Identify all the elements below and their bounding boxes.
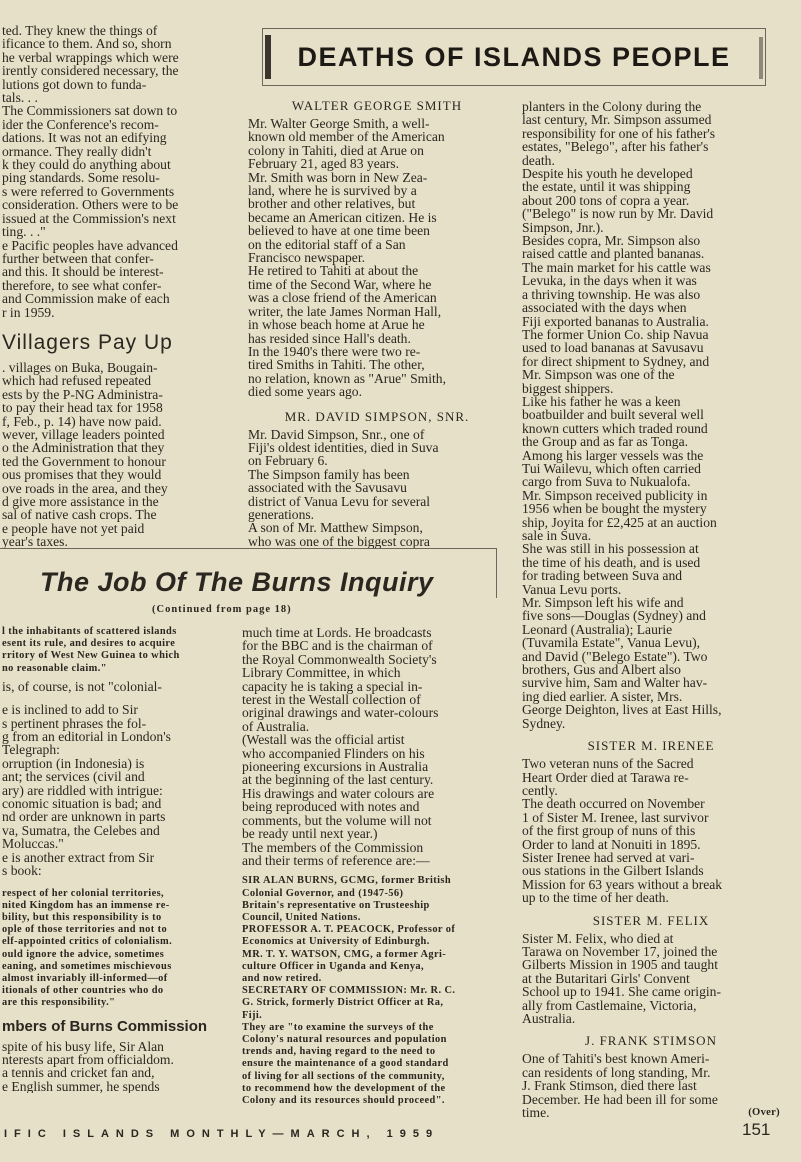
text-line: Besides copra, Mr. Simpson also	[522, 233, 701, 249]
burns-left-column	[2, 626, 234, 1093]
text-line: Among his larger vessels was the	[522, 447, 704, 463]
text-line: s pertinent phrases the fol-	[2, 715, 147, 731]
stimson-heading: J. FRANK STIMSON	[585, 1033, 717, 1049]
text-line: Order to land at Nonuiti in 1895.	[522, 836, 701, 852]
text-line: Levuka, in the days when it was	[522, 273, 697, 289]
text-line: Francisco newspaper.	[248, 250, 366, 266]
text-line: va, Sumatra, the Celebes and	[2, 822, 160, 838]
text-line: ant; the services (civil and	[2, 769, 145, 785]
text-line: The members of the Commission	[242, 839, 424, 855]
text-line: and Commission make of each	[2, 291, 170, 307]
masthead-bar-right	[759, 37, 763, 79]
text-line: He retired to Tahiti at about the	[248, 263, 419, 279]
article-text-villagers	[2, 361, 228, 549]
text-line: colony in Tahiti, died at Arue on	[248, 142, 424, 158]
villagers-heading: Villagers Pay Up	[2, 330, 173, 354]
members-heading: mbers of Burns Commission	[2, 1017, 208, 1035]
section-title: DEATHS OF ISLANDS PEOPLE	[297, 41, 731, 72]
text-line: year's taxes.	[2, 534, 68, 549]
text-line: e is inclined to add to Sir	[2, 702, 138, 718]
text-line: and this. It should be interest-	[2, 264, 164, 280]
text-line: wever, village leaders pointed	[2, 426, 165, 442]
text-line: the estate, until it was shipping	[522, 179, 691, 195]
text-line: G. Strick, formerly District Officer at Ra,	[242, 997, 444, 1009]
text-line: brothers, Gus and Albert also	[522, 662, 681, 678]
text-line: and now retired.	[242, 972, 322, 984]
text-line: who accompanied Flinders on his	[242, 745, 425, 761]
text-line: r in 1959.	[2, 304, 55, 320]
text-line: s book:	[2, 863, 42, 879]
text-line: to pay their head tax for 1958	[2, 400, 163, 416]
text-line: His drawings and water colours are	[242, 785, 435, 801]
text-line: spite of his busy life, Sir Alan	[2, 1038, 164, 1054]
text-line: survive him, Sam and Walter hav-	[522, 675, 708, 691]
text-line: was a close friend of the American	[248, 290, 437, 306]
text-line: Like his father he was a keen	[522, 393, 681, 409]
text-line: conomic situation is bad; and	[2, 796, 162, 812]
text-line: The former Union Co. ship Navua	[522, 326, 709, 342]
article-text-david	[248, 428, 506, 549]
text-line: Australia.	[522, 1011, 576, 1026]
walter-smith-heading: WALTER GEORGE SMITH	[291, 98, 463, 113]
text-line: February 21, aged 83 years.	[248, 156, 399, 172]
text-line: original drawings and water-colours	[242, 705, 439, 721]
text-line: raised cattle and planted bananas.	[522, 246, 705, 262]
text-line: nterests apart from officialdom.	[2, 1051, 174, 1067]
text-line: who was one of the biggest copra	[248, 533, 430, 549]
text-line: used to load bananas at Savusavu	[522, 340, 704, 356]
text-line: writer, the late James Norman Hall,	[248, 303, 442, 319]
text-line: rritory of West New Guinea to which	[2, 650, 180, 662]
text-line: In the 1940's there were two re-	[248, 343, 421, 359]
text-line: Library Committee, in which	[242, 665, 401, 681]
text-line: Colony and its resources should proceed".	[242, 1094, 445, 1106]
article-text-conference	[2, 24, 228, 319]
text-line: in whose beach home at Arue he	[248, 317, 425, 333]
text-line: responsibility for one of his father's	[522, 125, 716, 141]
text-line: Fiji's oldest identities, died in Suva	[248, 439, 439, 455]
text-line: Economics at University of Edinburgh.	[242, 936, 430, 948]
text-line: tired Smiths in Tahiti. The other,	[248, 357, 425, 373]
text-line: ificance to them. And so, shorn	[2, 36, 172, 52]
text-line: consideration. Others were to be	[2, 197, 179, 213]
burns-inquiry-title-box	[0, 548, 497, 598]
text-line: and David ("Belego Estate"). Two	[522, 648, 708, 664]
irenee-heading: SISTER M. IRENEE	[587, 738, 715, 754]
text-line: the Royal Commonwealth Society's	[242, 651, 437, 667]
text-line: December. He had been ill for some	[522, 1091, 718, 1107]
text-line: cently.	[522, 782, 558, 798]
text-line: planters in the Colony during the	[522, 100, 702, 114]
text-line: death.	[522, 152, 555, 168]
middle-column-deaths	[248, 94, 506, 548]
text-line: ous promises that they would	[2, 467, 162, 483]
text-line: . villages on Buka, Bougain-	[2, 359, 158, 375]
text-line: generations.	[248, 506, 315, 522]
continued-note: (Continued from page 18)	[152, 604, 292, 615]
text-line: Tui Wailevu, which often carried	[522, 460, 701, 476]
text-line: Colony's natural resources and population	[242, 1033, 447, 1045]
text-line: ted the Government to honour	[2, 453, 166, 469]
text-line: f, Feb., p. 14) have now paid.	[2, 413, 162, 429]
text-line: and their terms of reference are:—	[242, 852, 430, 868]
text-line: Britain's representative on Trusteeship	[242, 899, 430, 911]
text-line: The death occurred on November	[522, 796, 705, 812]
left-column-top	[2, 24, 228, 549]
text-line: Tarawa on November 17, joined the	[522, 943, 718, 959]
text-line: ping standards. Some resolu-	[2, 170, 160, 186]
felix-heading: SISTER M. FELIX	[592, 912, 710, 928]
text-line: ary) are riddled with intrigue:	[2, 782, 163, 798]
text-line: to recommend how the development of the	[242, 1082, 446, 1094]
text-line: sal of native cash crops. The	[2, 507, 157, 523]
text-line: ensure the maintenance of a good standard	[242, 1058, 449, 1070]
text-line: ing died earlier. A sister, Mrs.	[522, 688, 683, 704]
burns-text-a	[2, 680, 234, 693]
text-line: has resided since Hall's death.	[248, 330, 411, 346]
text-line: A son of Mr. Matthew Simpson,	[248, 520, 423, 536]
text-line: Telegraph:	[2, 742, 60, 758]
text-line: Mr. Simpson was one of the	[522, 367, 675, 383]
text-line: Council, United Nations.	[242, 911, 361, 923]
text-line: The main market for his cattle was	[522, 259, 711, 275]
text-line: a thriving township. He was also	[522, 286, 701, 302]
text-line: believed to have at one time been	[248, 223, 430, 239]
burns-middle-text	[242, 626, 504, 867]
text-line: about 200 tons of copra a year.	[522, 192, 690, 208]
text-line: Vanua Levu ports.	[522, 581, 622, 597]
text-line: Colonial Governor, and (1947-56)	[242, 887, 404, 899]
text-line: the Group and as far as Tonga.	[522, 434, 689, 450]
text-line: l the inhabitants of scattered islands	[2, 626, 177, 637]
text-line: k they could do anything about	[2, 157, 171, 173]
text-line: nited Kingdom has an immense re-	[2, 899, 170, 911]
text-line: bility, but this responsibility is to	[2, 911, 162, 923]
right-column	[522, 100, 780, 1120]
text-line: Sydney.	[522, 715, 566, 731]
text-line: which had refused repeated	[2, 373, 152, 389]
text-line: biggest shippers.	[522, 380, 614, 396]
text-line: terest in the Westall collection of	[242, 692, 421, 708]
text-line: a tennis and cricket fan and,	[2, 1065, 155, 1081]
text-line: of Australia.	[242, 718, 310, 734]
text-line: pioneering excursions in Australia	[242, 759, 429, 775]
text-line: g from an editorial in London's	[2, 729, 171, 745]
burns-quote-one	[2, 626, 234, 675]
text-line: associated with the Savusavu	[248, 480, 407, 496]
text-line: became an American citizen. He is	[248, 209, 437, 225]
text-line: further between that confer-	[2, 250, 154, 266]
burns-quote-two	[2, 888, 234, 1010]
over-note: (Over)	[748, 1107, 780, 1119]
text-line: he verbal wrappings which were	[2, 49, 179, 65]
text-line: She was still in his possession at	[522, 541, 699, 557]
text-line: Leonard (Australia); Laurie	[522, 621, 673, 637]
text-line: much time at Lords. He broadcasts	[242, 626, 432, 640]
text-line: time.	[522, 1105, 550, 1120]
text-line: of living for all sections of the community,	[242, 1070, 445, 1082]
text-line: no reasonable claim."	[2, 662, 107, 674]
text-line: One of Tahiti's best known Ameri-	[522, 1051, 710, 1067]
text-line: e Pacific peoples have advanced	[2, 237, 178, 253]
burns-commission-list	[242, 875, 504, 1107]
text-line: orruption (in Indonesia) is	[2, 755, 145, 771]
text-line: therefore, to see what confer-	[2, 277, 162, 293]
text-line: ider the Conference's recom-	[2, 116, 159, 132]
text-line: known old member of the American	[248, 129, 445, 145]
text-line: on February 6.	[248, 453, 328, 469]
text-line: MR. T. Y. WATSON, CMG, a former Agri-	[242, 948, 447, 960]
text-line: Mission for 63 years without a break	[522, 876, 723, 892]
text-line: on the editorial staff of a San	[248, 236, 406, 252]
text-line: e English summer, he spends	[2, 1078, 160, 1094]
text-line: Mr. David Simpson, Snr., one of	[248, 426, 425, 442]
text-line: respect of her colonial territories,	[2, 887, 165, 899]
text-line: ting. . ."	[2, 224, 46, 240]
text-line: (Tuvamila Estate", Vanua Levu),	[522, 635, 701, 651]
burns-members-text	[2, 1040, 234, 1094]
text-line: Moluccas."	[2, 836, 64, 852]
text-line: sale in Suva.	[522, 528, 592, 543]
text-line: irently considered necessary, the	[2, 63, 179, 79]
text-line: issued at the Commission's next	[2, 210, 176, 226]
text-line: tals. . .	[2, 90, 38, 106]
text-line: The Commissioners sat down to	[2, 103, 178, 119]
text-line: up to the time of her death.	[522, 890, 669, 906]
text-line: Mr. Simpson received publicity in	[522, 487, 708, 503]
text-line: PROFESSOR A. T. PEACOCK, Professor of	[242, 924, 456, 936]
page-footer	[0, 1118, 801, 1148]
burns-middle-column	[242, 626, 504, 1107]
text-line: district of Vanua Levu for several	[248, 493, 431, 509]
text-line: known cutters which traded round	[522, 420, 708, 436]
text-line: culture Officer in Uganda and Kenya,	[242, 960, 425, 972]
text-line: is, of course, is not "colonial-	[2, 678, 162, 694]
text-line: esent its rule, and desires to acquire	[2, 638, 176, 650]
text-line: Two veteran nuns of the Sacred	[522, 756, 694, 772]
text-line: Mr. Smith was born in New Zea-	[248, 169, 428, 185]
text-line: Mr. Walter George Smith, a well-	[248, 116, 430, 131]
text-line: five sons—Douglas (Sydney) and	[522, 608, 706, 624]
text-line: SIR ALAN BURNS, GCMG, former British	[242, 875, 452, 887]
text-line: nd order are unknown in parts	[2, 809, 166, 825]
text-line: Fiji.	[242, 1009, 263, 1021]
text-line: Gilberts Mission in 1905 and taught	[522, 957, 718, 973]
text-line: ("Belego" is now run by Mr. David	[522, 206, 714, 222]
text-line: be ready until next year.)	[242, 826, 378, 842]
text-line: elf-appointed critics of colonialism.	[2, 936, 173, 948]
page-number: 151	[742, 1120, 771, 1139]
text-line: 1956 when be bought the mystery	[522, 501, 707, 517]
text-line: Sister Irenee had served at vari-	[522, 849, 695, 865]
text-line: capacity he is taking a special in-	[242, 678, 423, 694]
text-line: ests by the P-NG Administra-	[2, 386, 163, 402]
text-line: Despite his youth he developed	[522, 166, 693, 182]
text-line: ormance. They really didn't	[2, 143, 152, 159]
text-line: the time of his death, and is used	[522, 554, 701, 570]
section-masthead	[262, 28, 766, 86]
text-line: d give more assistance in the	[2, 494, 159, 509]
article-text-simpson-continued	[522, 100, 780, 730]
text-line: ople of those territories and not to	[2, 924, 168, 936]
text-line: 1 of Sister M. Irenee, last survivor	[522, 809, 709, 825]
david-simpson-heading: MR. DAVID SIMPSON, SNR.	[284, 408, 470, 424]
text-line: land, where he is survived by a	[248, 183, 417, 199]
text-line: itionals of other countries who do	[2, 985, 164, 997]
text-line: associated with the days when	[522, 300, 687, 316]
text-line: eaning, and sometimes mischievous	[2, 960, 172, 972]
text-line: at the Butaritari Girls' Convent	[522, 970, 690, 986]
text-line: of the first group of nuns of this	[522, 823, 696, 839]
text-line: can residents of long standing, Mr.	[522, 1064, 711, 1080]
text-line: estates, "Belego", after his father's	[522, 139, 709, 155]
burns-inquiry-title: The Job Of The Burns Inquiry	[40, 567, 434, 597]
text-line: SECRETARY OF COMMISSION: Mr. R. C.	[242, 985, 456, 997]
text-line: lutions got down to funda-	[2, 76, 147, 92]
article-text-felix	[522, 932, 780, 1026]
text-line: time of the Second War, where he	[248, 276, 432, 292]
text-line: (Westall was the official artist	[242, 732, 405, 748]
text-line: are this responsibility."	[2, 997, 116, 1009]
text-line: died some years ago.	[248, 384, 363, 400]
text-line: ould ignore the advice, sometimes	[2, 948, 165, 960]
text-line: cargo from Suva to Nukualofa.	[522, 474, 691, 490]
text-line: ally from Castlemaine, Victoria,	[522, 997, 697, 1013]
footer-publication: IFIC ISLANDS MONTHLY—MARCH, 1959	[4, 1128, 440, 1140]
text-line: trends and, having regard to the need to	[242, 1046, 436, 1058]
text-line: dations. It was not an edifying	[2, 130, 167, 146]
masthead-bar-left	[265, 35, 271, 79]
text-line: last century, Mr. Simpson assumed	[522, 112, 712, 128]
text-line: ous stations in the Gilbert Islands	[522, 863, 704, 879]
text-line: Mr. Simpson left his wife and	[522, 595, 684, 611]
text-line: Fiji exported bananas to Australia.	[522, 313, 709, 329]
text-line: being reproduced with notes and	[242, 799, 420, 815]
text-line: ove roads in the area, and they	[2, 480, 168, 496]
text-line: Simpson, Jnr.).	[522, 219, 604, 235]
text-line: They are "to examine the surveys of the	[242, 1021, 434, 1033]
text-line: s were referred to Governments	[2, 183, 175, 199]
text-line: J. Frank Stimson, died there last	[522, 1078, 697, 1094]
article-text-walter	[248, 117, 506, 399]
text-line: ted. They knew the things of	[2, 24, 158, 38]
text-line: ship, Joyita for £2,425 at an auction	[522, 514, 717, 530]
text-line: for trading between Suva and	[522, 568, 683, 584]
text-line: Sister M. Felix, who died at	[522, 930, 674, 946]
text-line: e is another extract from Sir	[2, 849, 155, 865]
text-line: Heart Order died at Tarawa re-	[522, 769, 689, 785]
text-line: e people have not yet paid	[2, 520, 145, 536]
text-line: at the beginning of the last century.	[242, 772, 434, 788]
burns-text-b	[2, 703, 234, 877]
text-line: comments, but the volume will not	[242, 812, 432, 828]
text-line: for direct shipment to Sydney, and	[522, 353, 710, 369]
text-line: for the BBC and is the chairman of	[242, 638, 433, 654]
text-line: George Deighton, lives at East Hills,	[522, 702, 722, 718]
text-line: The Simpson family has been	[248, 466, 410, 482]
text-line: almost invariably ill-informed—of	[2, 972, 168, 984]
text-line: no relation, known as "Arue" Smith,	[248, 370, 446, 386]
text-line: brother and other relatives, but	[248, 196, 416, 212]
text-line: o the Administration that they	[2, 440, 165, 456]
text-line: boatbuilder and built several well	[522, 407, 704, 423]
article-text-irenee	[522, 757, 780, 904]
text-line: School up to 1941. She came origin-	[522, 984, 721, 1000]
